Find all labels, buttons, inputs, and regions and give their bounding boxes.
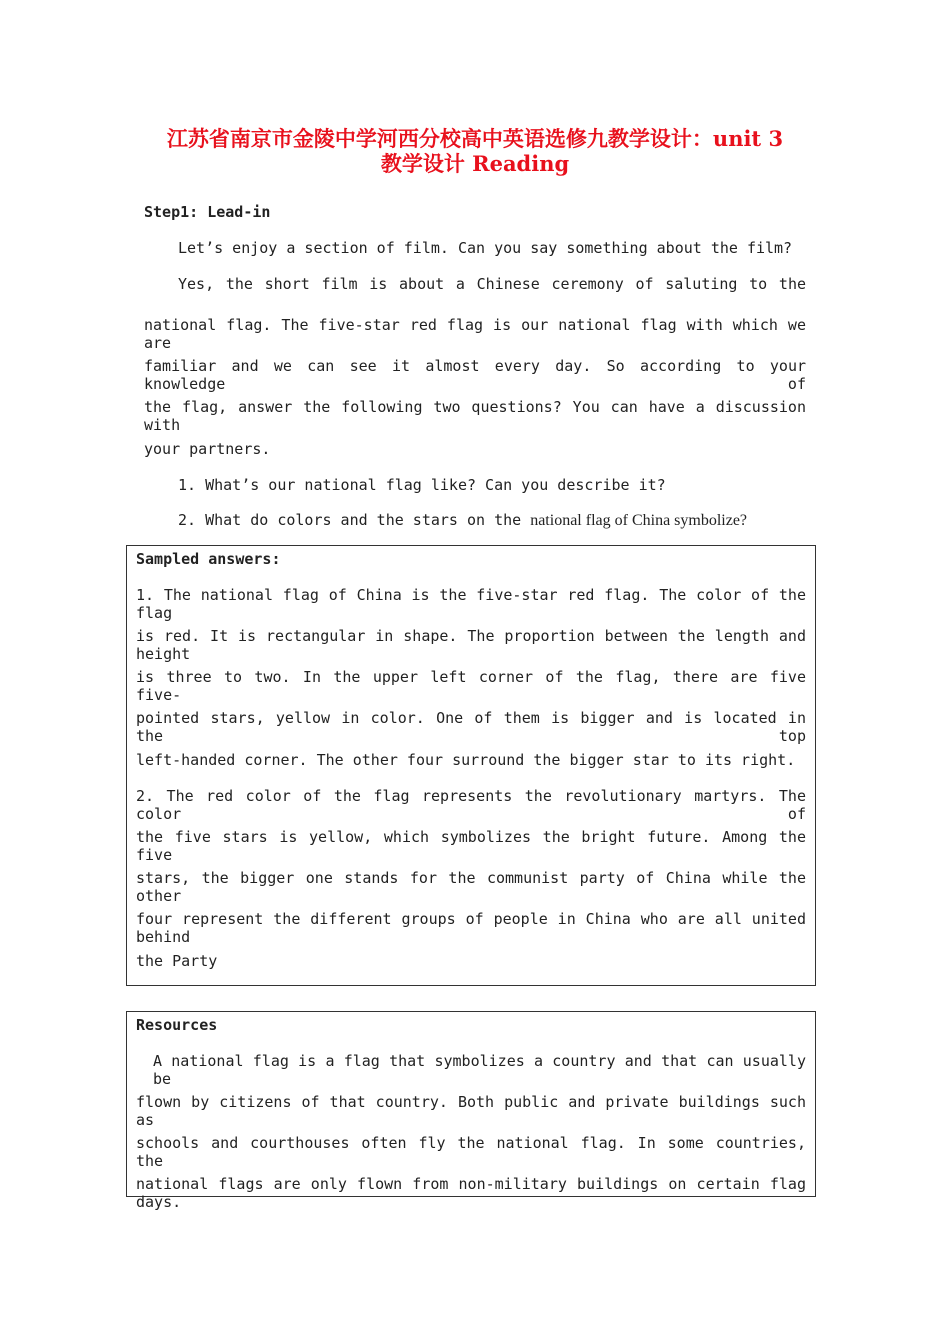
step1-para-line: Yes, the short film is about a Chinese ceremony of saluting to the [178,275,806,293]
sampled-line: stars, the bigger one stands for the communist party of China while the other [136,869,806,905]
step1-para-line: your partners. [144,440,271,458]
sampled-line: four represent the different groups of people in China who are all united behind [136,910,806,946]
sampled-line: is three to two. In the upper left corner of the flag, there are five five- [136,668,806,704]
question-2 [178,511,747,530]
step1-intro: Let’s enjoy a section of film. Can you say something about the film? [178,239,793,257]
title-line-1: 江苏省南京市金陵中学河西分校高中英语选修九教学设计：unit 3 [166,126,784,151]
question-1: 1. What’s our national flag like? Can you describe it? [178,476,666,494]
step1-para-line: the flag, answer the following two questions? You can have a discussion with [144,398,806,434]
step1-para-line: national flag. The five-star red flag is our national flag with which we are [144,316,806,352]
sampled-line: left-handed corner. The other four surround the bigger star to its right. [136,751,796,769]
sampled-line: the five stars is yellow, which symbolizes the bright future. Among the five [136,828,806,864]
resources-line: flown by citizens of that country. Both public and private buildings such as [136,1093,806,1129]
question-2-start: 2. What do colors and the stars on the [178,511,531,529]
resources-line: national flags are only flown from non-military buildings on certain flag days. [136,1175,806,1211]
step1-heading: Step1: Lead-in [144,203,271,221]
sampled-line: pointed stars, yellow in color. One of them is bigger and is located in the top [136,709,806,745]
sampled-answers-heading: Sampled answers: [136,550,281,568]
sampled-line: the Party [136,952,218,970]
resources-line: schools and courthouses often fly the national flag. In some countries, the [136,1134,806,1170]
question-2-tail: national flag of China symbolize? [530,512,748,529]
title-line-2: 教学设计 Reading [380,151,570,176]
step1-para-line: familiar and we can see it almost every day. So according to your knowledge of [144,357,806,393]
sampled-line: 2. The red color of the flag represents the revolutionary martyrs. The color of [136,787,806,823]
sampled-line: 1. The national flag of China is the five-star red flag. The color of the flag [136,586,806,622]
resources-heading: Resources [136,1016,218,1034]
resources-line: A national flag is a flag that symbolizes a country and that can usually be [153,1052,806,1088]
sampled-line: is red. It is rectangular in shape. The proportion between the length and height [136,627,806,663]
